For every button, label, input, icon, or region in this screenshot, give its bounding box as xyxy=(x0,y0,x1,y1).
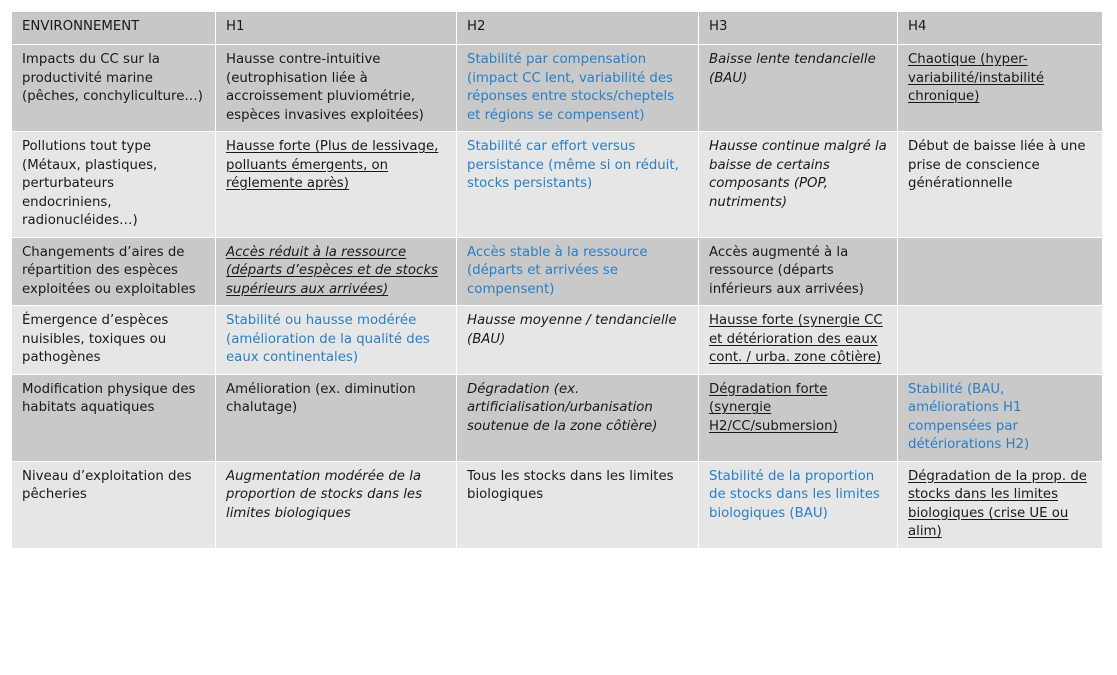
cell-h3: Hausse continue malgré la baisse de certains composants (POP, nutriments) xyxy=(699,132,898,238)
header-h2: H2 xyxy=(457,12,699,45)
cell-h4: Dégradation de la prop. de stocks dans les limites biologiques (crise UE ou alim) xyxy=(898,461,1103,548)
cell-h2: Tous les stocks dans les limites biologiques xyxy=(457,461,699,548)
cell-h3: Dégradation forte (synergie H2/CC/submersion) xyxy=(699,374,898,461)
header-h3: H3 xyxy=(699,12,898,45)
row-exploitation-pecheries xyxy=(12,461,1103,548)
cell-h3: Baisse lente tendancielle (BAU) xyxy=(699,45,898,132)
row-pollutions xyxy=(12,132,1103,238)
row-label: Niveau d’exploitation des pêcheries xyxy=(12,461,216,548)
cell-h2: Stabilité par compensation (impact CC lent, variabilité des réponses entre stocks/cheptels et régions se compensent) xyxy=(457,45,699,132)
cell-h4: Début de baisse liée à une prise de conscience générationnelle xyxy=(898,132,1103,238)
cell-h1: Hausse forte (Plus de lessivage, polluants émergents, on réglemente après) xyxy=(216,132,457,238)
cell-h1: Amélioration (ex. diminution chalutage) xyxy=(216,374,457,461)
cell-h2: Dégradation (ex. artificialisation/urbanisation soutenue de la zone côtière) xyxy=(457,374,699,461)
row-label: Impacts du CC sur la productivité marine (pêches, conchyliculture…) xyxy=(12,45,216,132)
row-aires-repartition xyxy=(12,237,1103,306)
header-h4: H4 xyxy=(898,12,1103,45)
cell-h1: Accès réduit à la ressource (départs d’espèces et de stocks supérieurs aux arrivées) xyxy=(216,237,457,306)
row-habitats xyxy=(12,374,1103,461)
cell-h4 xyxy=(898,237,1103,306)
cell-h1: Hausse contre-intuitive (eutrophisation liée à accroissement pluviométrie, espèces invasives exploitées) xyxy=(216,45,457,132)
cell-h3: Stabilité de la proportion de stocks dans les limites biologiques (BAU) xyxy=(699,461,898,548)
cell-h1: Stabilité ou hausse modérée (amélioration de la qualité des eaux continentales) xyxy=(216,306,457,375)
header-row xyxy=(12,12,1103,45)
header-h1: H1 xyxy=(216,12,457,45)
cell-h3: Accès augmenté à la ressource (départs inférieurs aux arrivées) xyxy=(699,237,898,306)
cell-h4: Stabilité (BAU, améliorations H1 compensées par détériorations H2) xyxy=(898,374,1103,461)
cell-h2: Hausse moyenne / tendancielle (BAU) xyxy=(457,306,699,375)
cell-h4 xyxy=(898,306,1103,375)
cell-h3: Hausse forte (synergie CC et détérioration des eaux cont. / urba. zone côtière) xyxy=(699,306,898,375)
header-environnement: ENVIRONNEMENT xyxy=(12,12,216,45)
row-productivite xyxy=(12,45,1103,132)
row-label: Changements d’aires de répartition des espèces exploitées ou exploitables xyxy=(12,237,216,306)
cell-h2: Stabilité car effort versus persistance (même si on réduit, stocks persistants) xyxy=(457,132,699,238)
row-label: Pollutions tout type (Métaux, plastiques, perturbateurs endocriniens, radionucléides…) xyxy=(12,132,216,238)
cell-h2: Accès stable à la ressource (départs et arrivées se compensent) xyxy=(457,237,699,306)
scenario-table xyxy=(11,11,1103,549)
row-especes-nuisibles xyxy=(12,306,1103,375)
row-label: Émergence d’espèces nuisibles, toxiques ou pathogènes xyxy=(12,306,216,375)
cell-h4: Chaotique (hyper-variabilité/instabilité chronique) xyxy=(898,45,1103,132)
cell-h1: Augmentation modérée de la proportion de stocks dans les limites biologiques xyxy=(216,461,457,548)
row-label: Modification physique des habitats aquatiques xyxy=(12,374,216,461)
